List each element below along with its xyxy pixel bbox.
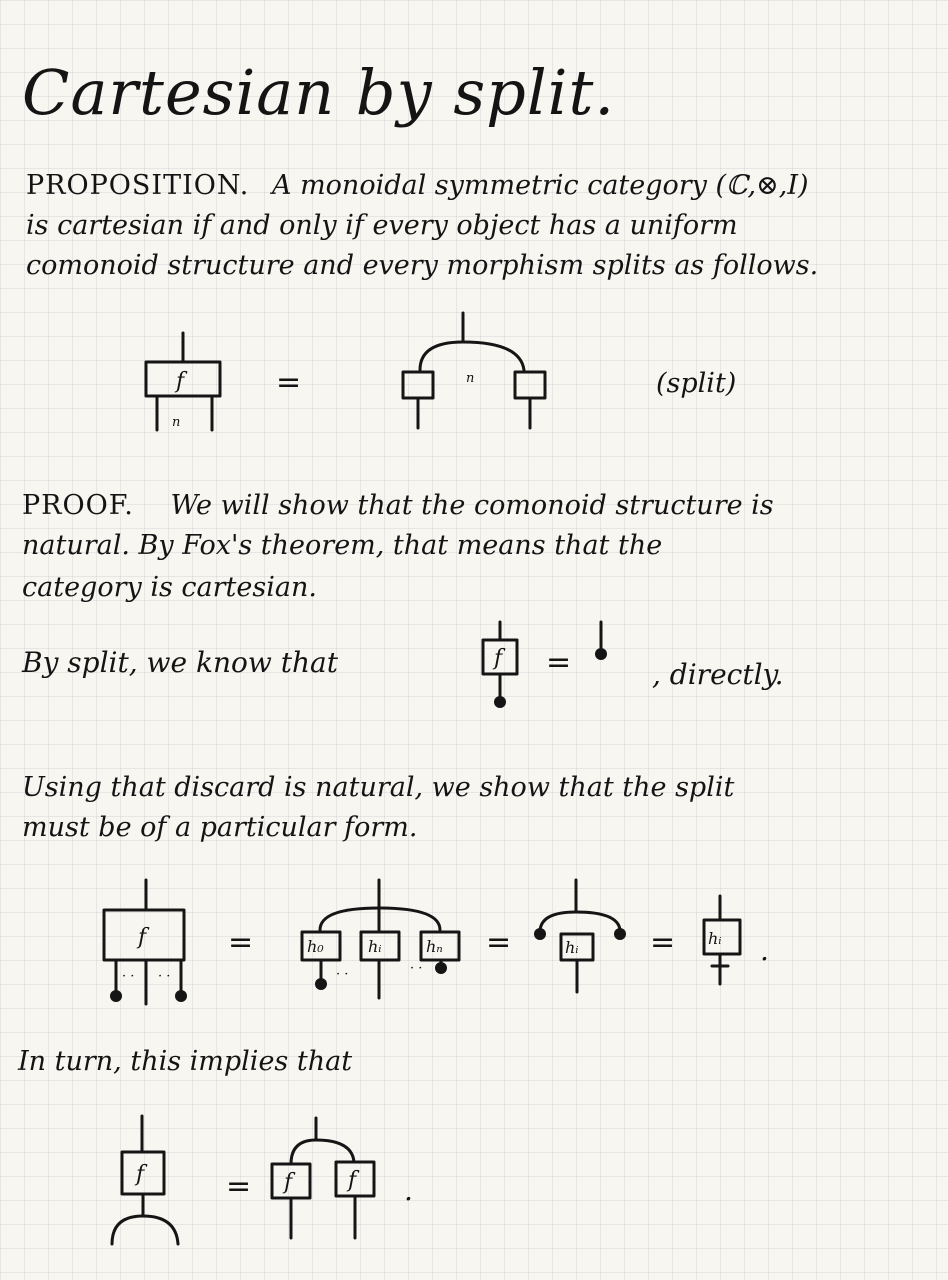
split-left-wires-label: n [172,415,181,430]
svg-text:· ·: · · [336,967,349,982]
discard-suffix: , directly. [652,658,784,691]
form-h0-label: h₀ [307,937,324,956]
page-title: Cartesian by split. [22,56,616,129]
form-reduced-hi-label: hᵢ [565,938,579,957]
copy-left-morphism [112,1116,178,1244]
in-turn-text: In turn, this implies that [18,1046,353,1077]
form-hn-label: hₙ [426,937,443,956]
form-box-label: f [138,925,147,950]
copy-equals: = [226,1169,252,1204]
split-tag: (split) [656,368,737,399]
discard-box-label: f [494,646,503,671]
svg-text:· ·: · · [158,969,171,984]
discard-natural-line-1: Using that discard is natural, we show that the split [22,772,735,803]
proposition-line-3: comonoid structure and every morphism splits as follows. [26,250,819,281]
proof-line-2: natural. By Fox's theorem, that means that the [22,530,663,561]
copy-right-morphism [272,1118,374,1238]
svg-text:· ·: · · [122,969,135,984]
copy-right-box-1-label: f [284,1170,293,1195]
proof-text-1: We will show that the comonoid structure is [170,490,774,521]
form-equals-2: = [486,925,512,960]
svg-text:· ·: · · [410,961,423,976]
form-end: . [760,934,769,967]
proposition-text-1: A monoidal symmetric category (ℂ,⊗,I) [271,170,809,201]
copy-end: . [404,1174,413,1207]
proposition-line-2: is cartesian if and only if every object has a uniform [26,210,738,241]
discard-prefix: By split, we know that [22,646,338,679]
form-hi-label: hᵢ [368,937,382,956]
discard-equals: = [546,645,572,680]
proof-label: PROOF. [22,490,134,521]
form-equals-3: = [650,925,676,960]
proof-line-3: category is cartesian. [22,572,317,603]
form-final-hi-label: hᵢ [708,929,722,948]
split-box-label: f [176,369,185,394]
split-right-wires-label: n [466,371,475,386]
copy-left-box-label: f [136,1162,145,1187]
discard-natural-line-2: must be of a particular form. [22,812,418,843]
form-equals-1: = [228,925,254,960]
proposition-label: PROPOSITION. [26,170,250,201]
split-equals: = [276,365,302,400]
copy-right-box-2-label: f [348,1168,357,1193]
